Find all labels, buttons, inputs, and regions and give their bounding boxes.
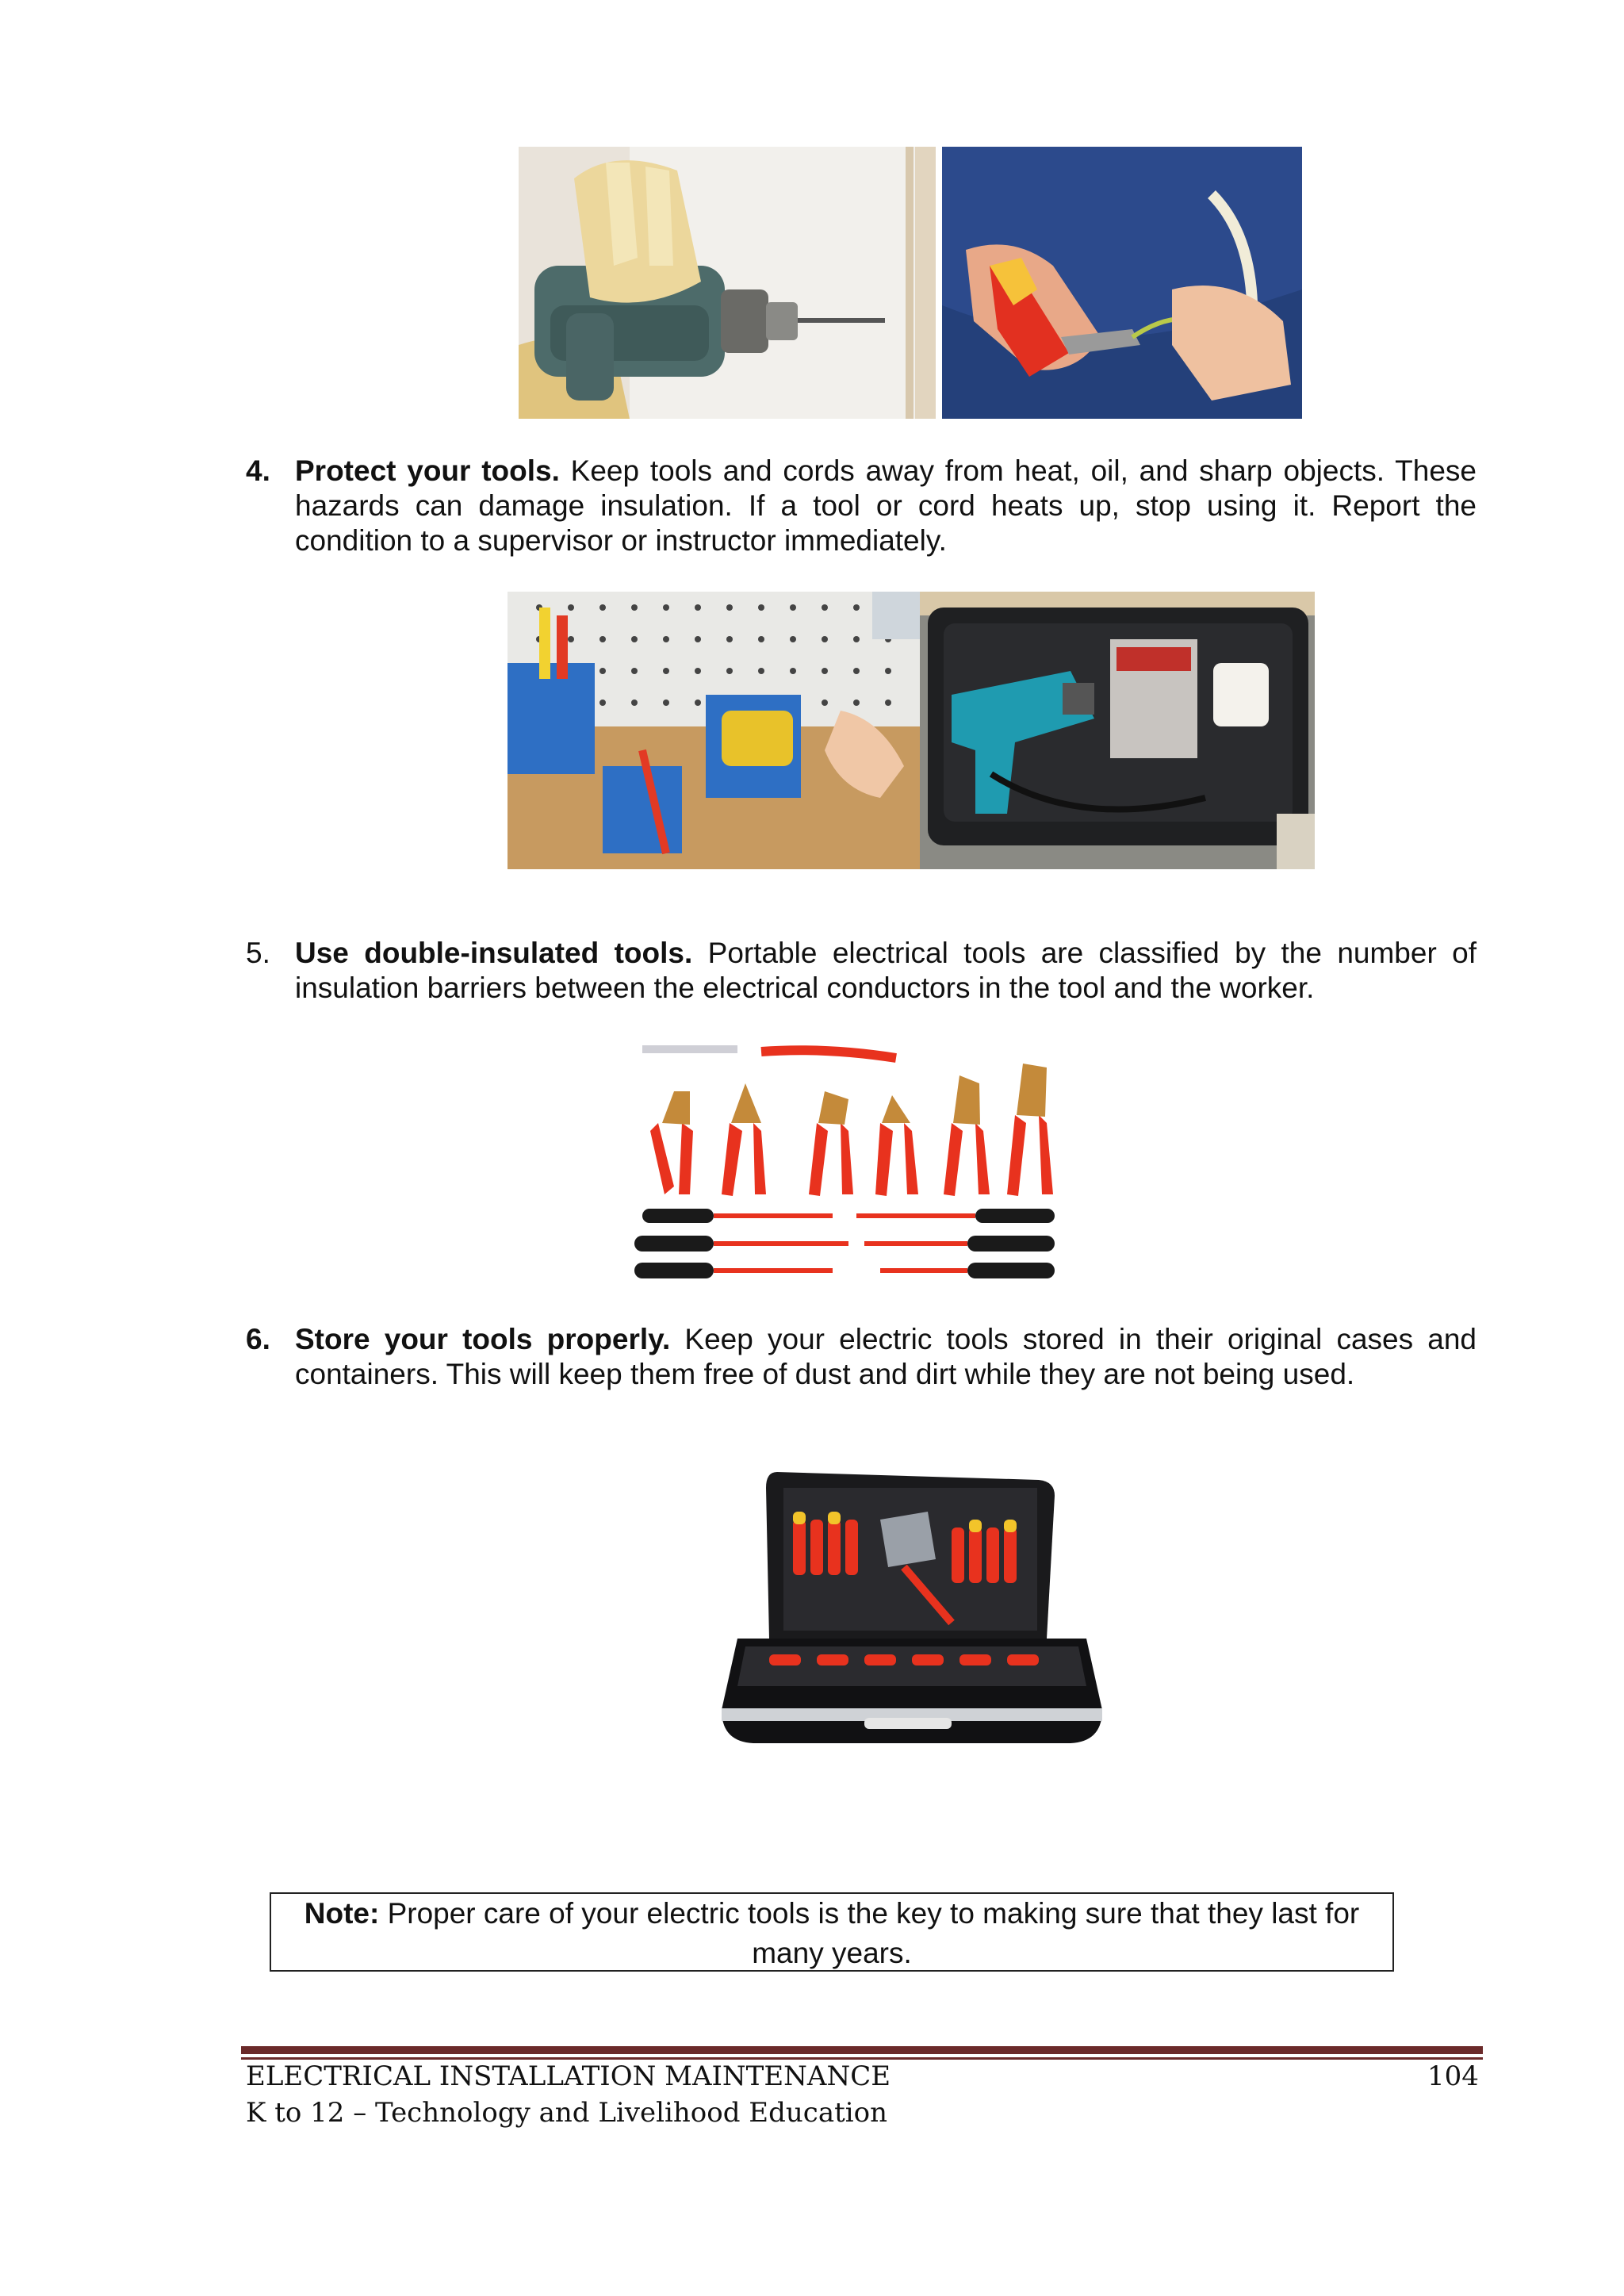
list-heading: Store your tools properly. bbox=[295, 1323, 671, 1355]
wire-cutting-photo bbox=[942, 147, 1302, 419]
list-body: Keep tools and cords away from heat, oil, and sharp objects. These hazards can damage insulation. If a tool or cord heats up, stop using it. Report the condition to a supervisor or instructor immediately. bbox=[295, 454, 1477, 557]
list-number: 5. bbox=[246, 937, 270, 969]
drill-case-photo bbox=[920, 592, 1315, 869]
insulated-tools-photo bbox=[523, 1028, 1094, 1290]
page-number: 104 bbox=[1427, 2060, 1479, 2092]
footer-rule-thick bbox=[241, 2046, 1483, 2054]
list-item-double-insulated bbox=[246, 936, 1477, 1006]
list-body: Portable electrical tools are classified by the number of insulation barriers between the electrical conductors in the tool and the worker. bbox=[295, 937, 1477, 1004]
list-item-protect-tools bbox=[246, 454, 1477, 558]
list-text bbox=[295, 454, 1477, 558]
footer-subtitle: K to 12 – Technology and Livelihood Education bbox=[246, 2097, 887, 2129]
drill-photo bbox=[519, 147, 936, 419]
note-text: Proper care of your electric tools is the key to making sure that they last for many years. bbox=[379, 1897, 1360, 1969]
list-number: 4. bbox=[246, 454, 270, 487]
tool-case-photo bbox=[690, 1456, 1134, 1765]
note-label: Note: bbox=[304, 1897, 380, 1930]
list-heading: Protect your tools. bbox=[295, 454, 560, 487]
footer-rule-thin bbox=[241, 2057, 1483, 2060]
footer-title: ELECTRICAL INSTALLATION MAINTENANCE bbox=[246, 2060, 891, 2092]
list-number: 6. bbox=[246, 1323, 270, 1355]
list-body: Keep your electric tools stored in their original cases and containers. This will keep them free of dust and dirt while they are not being used. bbox=[295, 1323, 1477, 1390]
list-text bbox=[295, 1322, 1477, 1392]
tool-storage-pegboard-photo bbox=[508, 592, 920, 869]
list-heading: Use double-insulated tools. bbox=[295, 937, 693, 969]
note-box bbox=[270, 1892, 1394, 1972]
list-item-store-tools bbox=[246, 1322, 1477, 1392]
list-text bbox=[295, 936, 1477, 1006]
